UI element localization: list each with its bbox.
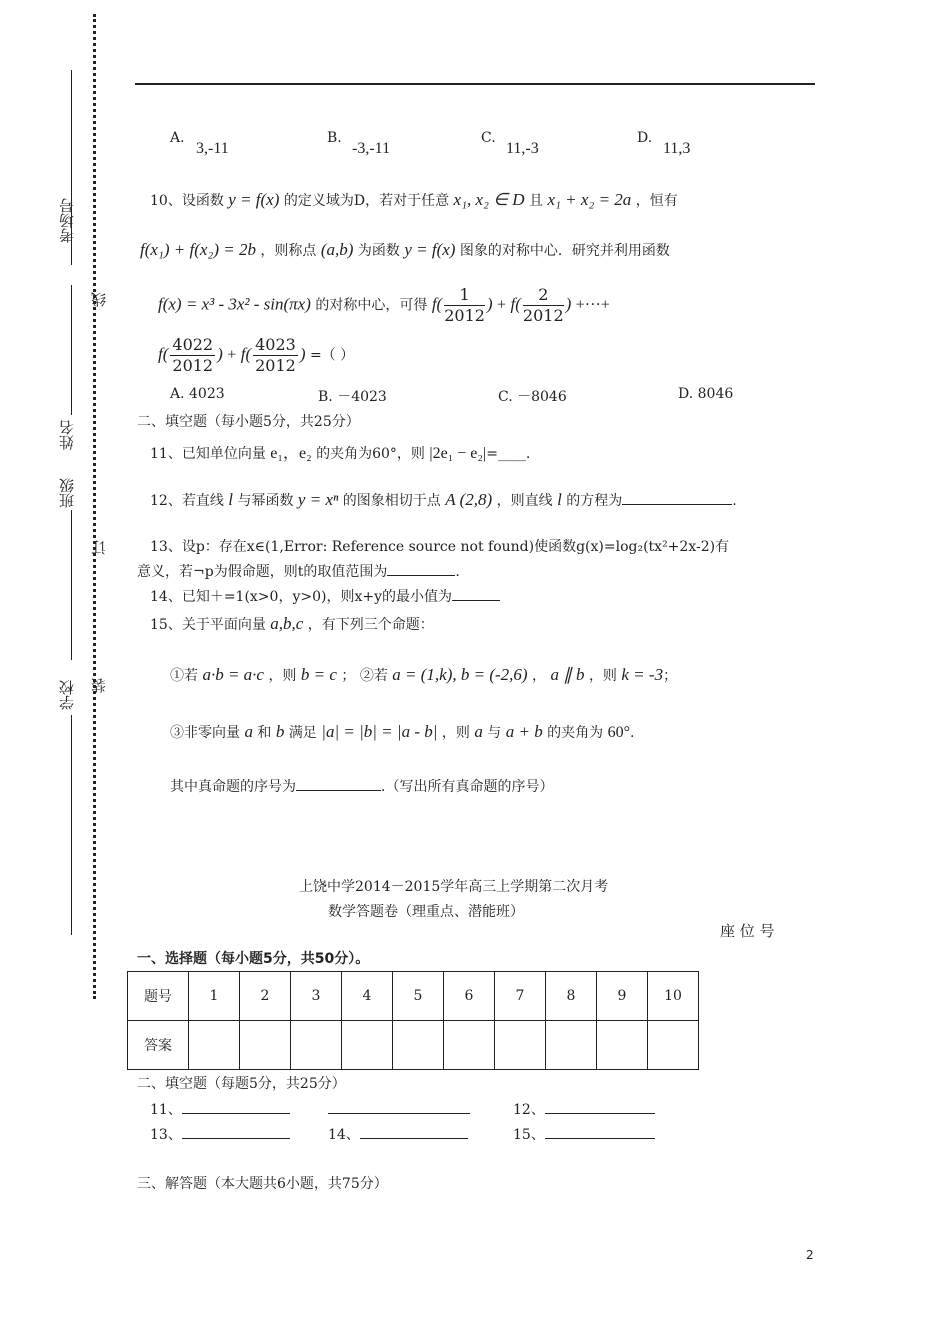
label-exam-room: 考场号 (58, 198, 76, 243)
answer-sheet-subtitle: 数学答题卷（理重点、潜能班） (328, 904, 524, 920)
fraction-4022-2012: $\frac{4022}{2012}$ (172, 335, 214, 375)
q13-line2: 意义，若¬p为假命题，则t的取值范围为 . (137, 561, 460, 581)
answer-cell[interactable] (495, 1021, 546, 1070)
page-number: 2 (806, 1248, 814, 1262)
label-class: 班级 (58, 478, 76, 508)
answer-cell[interactable] (342, 1021, 393, 1070)
q13-line1: 13、设p：存在x∈(1,Error: Reference source not found)使函数g(x)=log₂(tx²+2x-2)有 (150, 539, 730, 555)
answer-cell[interactable] (546, 1021, 597, 1070)
label-school: 学校 (58, 680, 76, 710)
question-number-cell: 3 (291, 972, 342, 1021)
q9-option-d-value: 11,3 (663, 140, 691, 157)
seal-char-bind: 订 (90, 540, 108, 555)
q9-option-a: A. (170, 130, 185, 146)
q12-blank[interactable] (622, 490, 732, 505)
q10-option-c: C. －8046 (498, 389, 567, 405)
fraction-4023-2012: $\frac{4023}{2012}$ (255, 335, 296, 375)
fill-14: 14、 (328, 1124, 468, 1144)
answer-sheet-title: 上饶中学2014－2015学年高三上学期第二次月考 (299, 879, 609, 895)
q9-option-b: B. (327, 130, 342, 146)
answer-cell[interactable] (240, 1021, 291, 1070)
section-2-answer-header: 二、填空题（每题5分，共25分） (137, 1076, 346, 1092)
q14: 14、已知＋=1(x>0，y>0)，则x+y的最小值为 (150, 586, 500, 606)
table-row (128, 972, 699, 1021)
question-number-cell: 7 (495, 972, 546, 1021)
q9-option-a-value: 3,-11 (196, 140, 229, 157)
binding-dotted-line (93, 14, 96, 999)
fill-12: 12、 (513, 1099, 655, 1119)
q9-option-c-value: 11,-3 (506, 140, 539, 157)
answer-cell[interactable] (444, 1021, 495, 1070)
section-1-header: 一、选择题（每小题5分，共50分）。 (137, 951, 370, 967)
question-number-cell: 2 (240, 972, 291, 1021)
q15-proposition-3: ③非零向量 a 和 b 满足 |a| = |b| = |a - b| ，则 a 与 a + b 的夹角为 60°. (170, 722, 635, 741)
answer-cell[interactable] (393, 1021, 444, 1070)
question-number-cell: 8 (546, 972, 597, 1021)
fill-13: 13、 (150, 1124, 290, 1144)
question-number-cell: 1 (189, 972, 240, 1021)
label-name: 姓名 (58, 420, 76, 450)
question-number-cell: 6 (444, 972, 495, 1021)
q10-line1: 10、设函数 y = f(x) 的定义域为D，若对于任意 x₁, x₂ ∈ D 且 x₁ + x₂ = 2a ，恒有 (150, 190, 678, 209)
binding-underline-4 (71, 715, 72, 935)
fill-11-continued (328, 1099, 470, 1118)
q10-line3: f(x) = x³ - 3x² - sin(πx) 的对称中心，可得 f( $\frac{1}{2012}$ ) + f( $\frac{2}{2012}$ ) +···+ (158, 285, 610, 325)
q10-line4: f( $\frac{4022}{2012}$ ) + f( $\frac{4023}{2012}$ ) =（ ） (158, 335, 355, 375)
q15-intro: 15、关于平面向量 a,b,c ，有下列三个命题： (150, 614, 434, 633)
fill-11-blank[interactable] (182, 1099, 290, 1114)
q9-option-d: D. (637, 130, 653, 146)
q13-blank[interactable] (387, 561, 455, 576)
seal-char-line: 线 (90, 292, 108, 307)
answer-cell[interactable] (291, 1021, 342, 1070)
fill-11-blank-2[interactable] (328, 1099, 470, 1114)
binding-underline-3 (71, 510, 72, 660)
answer-cell[interactable] (648, 1021, 699, 1070)
fill-13-blank[interactable] (182, 1124, 290, 1139)
q15-proposition-1-2: ①若 a·b = a·c ，则 b = c ； ②若 a = (1,k), b = (-2,6) ， a ∥ b ，则 k = -3； (170, 665, 678, 684)
answer-cell[interactable] (189, 1021, 240, 1070)
table-header-answer: 答案 (128, 1021, 189, 1070)
table-row (128, 1021, 699, 1070)
question-number-cell: 10 (648, 972, 699, 1021)
q15-blank[interactable] (296, 776, 381, 791)
q11: 11、已知单位向量 e₁，e₂ 的夹角为60°，则 |2e₁ − e₂|=____. (150, 445, 531, 462)
seal-char-install: 装 (90, 678, 108, 693)
fraction-1-2012: $\frac{1}{2012}$ (444, 285, 485, 325)
question-number-cell: 5 (393, 972, 444, 1021)
fill-12-blank[interactable] (545, 1099, 655, 1114)
fill-14-blank[interactable] (360, 1124, 468, 1139)
question-number-cell: 9 (597, 972, 648, 1021)
fraction-2-2012: $\frac{2}{2012}$ (522, 285, 564, 325)
fill-11: 11、 (150, 1099, 290, 1119)
section-2-header: 二、填空题（每小题5分，共25分） (137, 414, 360, 430)
answer-table (127, 971, 699, 1070)
table-header-number: 题号 (128, 972, 189, 1021)
q9-option-c: C. (481, 130, 496, 146)
answer-cell[interactable] (597, 1021, 648, 1070)
q14-blank[interactable] (452, 586, 500, 601)
q12: 12、若直线 l 与幂函数 y = xⁿ 的图象相切于点 A (2,8) ，则直线 l 的方程为 . (150, 490, 737, 509)
q10-option-b: B. －4023 (318, 389, 387, 405)
binding-underline-2 (71, 285, 72, 415)
q10-line2: f(x₁) + f(x₂) = 2b ，则称点 (a,b) 为函数 y = f(x) 图象的对称中心．研究并利用函数 (140, 240, 670, 259)
q10-option-d: D. 8046 (678, 386, 734, 402)
q9-option-b-value: -3,-11 (352, 140, 391, 157)
section-3-header: 三、解答题（本大题共6小题，共75分） (137, 1176, 388, 1192)
question-number-cell: 4 (342, 972, 393, 1021)
fill-15-blank[interactable] (545, 1124, 655, 1139)
fill-15: 15、 (513, 1124, 655, 1144)
seat-number-label: 座 位 号 (720, 922, 775, 940)
q15-question: 其中真命题的序号为 .（写出所有真命题的序号） (170, 776, 553, 796)
q10-option-a: A. 4023 (170, 386, 225, 402)
header-rule (135, 83, 815, 85)
